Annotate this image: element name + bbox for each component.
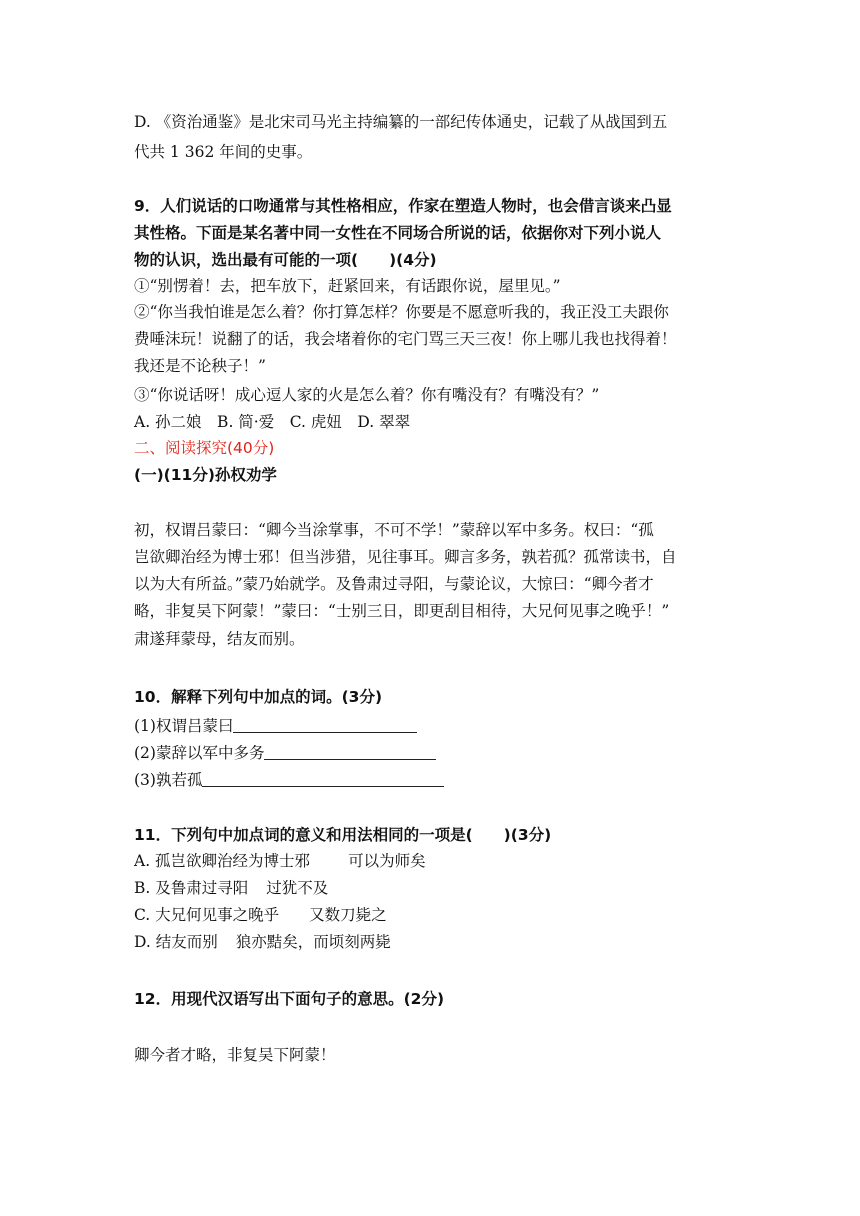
q11-option-a: A. 孤岂欲卿治经为博士邪 可以为师矣 (134, 852, 426, 870)
q10-item-3: (3)孰若孤 (134, 767, 444, 793)
q10-answer-blank-1[interactable] (233, 714, 417, 733)
passage-line-3: 以为大有所益。”蒙乃始就学。及鲁肃过寻阳，与蒙论议，大惊曰：“卿今者才 (134, 575, 654, 593)
passage-line-1: 初，权谓吕蒙曰：“卿今当涂掌事，不可不学！”蒙辞以军中多务。权曰：“孤 (134, 521, 654, 539)
q11-stem: 11．下列句中加点词的意义和用法相同的一项是( )(3分) (134, 826, 552, 844)
section-2-title: 二、阅读探究(40分) (134, 439, 275, 457)
q9-stem-line3: 物的认识，选出最有可能的一项( )(4分) (134, 251, 437, 269)
q9-stem-line1: 9．人们说话的口吻通常与其性格相应，作家在塑造人物时，也会借言谈来凸显 (134, 197, 672, 215)
q8-option-d-line1: D. 《资治通鉴》是北宋司马光主持编纂的一部纪传体通史，记载了从战国到五 (134, 113, 668, 131)
q9-quote-3: ③“你说话呀！成心逗人家的火是怎么着？你有嘴没有？有嘴没有？” (134, 386, 600, 404)
q10-answer-blank-2[interactable] (264, 741, 436, 760)
passage-line-4: 略，非复吴下阿蒙！”蒙曰：“士别三日，即更刮目相待，大兄何见事之晚乎！” (134, 602, 670, 620)
q12-stem: 12．用现代汉语写出下面句子的意思。(2分) (134, 990, 445, 1008)
q12-sentence: 卿今者才略，非复吴下阿蒙！ (134, 1046, 336, 1064)
q9-quote-2-line3: 我还是不论秧子！” (134, 357, 266, 375)
q9-quote-1: ①“别愣着！去，把车放下，赶紧回来，有话跟你说，屋里见。” (134, 277, 561, 295)
q9-stem-line2: 其性格。下面是某名著中同一女性在不同场合所说的话，依据你对下列小说人 (134, 224, 662, 242)
section-2-subtitle: (一)(11分)孙权劝学 (134, 466, 277, 484)
q9-options: A. 孙二娘 B. 简·爱 C. 虎妞 D. 翠翠 (134, 413, 411, 431)
passage-line-2: 岂欲卿治经为博士邪！但当涉猎，见往事耳。卿言多务，孰若孤？孤常读书，自 (134, 548, 677, 566)
q11-option-b: B. 及鲁肃过寻阳 过犹不及 (134, 879, 329, 897)
q11-option-c: C. 大兄何见事之晚乎 又数刀毙之 (134, 906, 387, 924)
q10-item-1: (1)权谓吕蒙曰 (134, 713, 417, 739)
q10-answer-blank-3[interactable] (202, 768, 444, 787)
q11-option-d: D. 结友而别 狼亦黠矣，而顷刻两毙 (134, 933, 391, 951)
q10-stem: 10．解释下列句中加点的词。(3分) (134, 688, 383, 706)
q9-quote-2-line2: 费唾沫玩！说翻了的话，我会堵着你的宅门骂三天三夜！你上哪儿我也找得着！ (134, 330, 677, 348)
q8-option-d-line2: 代共 1 362 年间的史事。 (134, 143, 313, 161)
q9-quote-2-line1: ②“你当我怕谁是怎么着？你打算怎样？你要是不愿意听我的，我正没工夫跟你 (134, 303, 669, 321)
q10-item-2: (2)蒙辞以军中多务 (134, 740, 436, 766)
passage-line-5: 肃遂拜蒙母，结友而别。 (134, 630, 305, 648)
